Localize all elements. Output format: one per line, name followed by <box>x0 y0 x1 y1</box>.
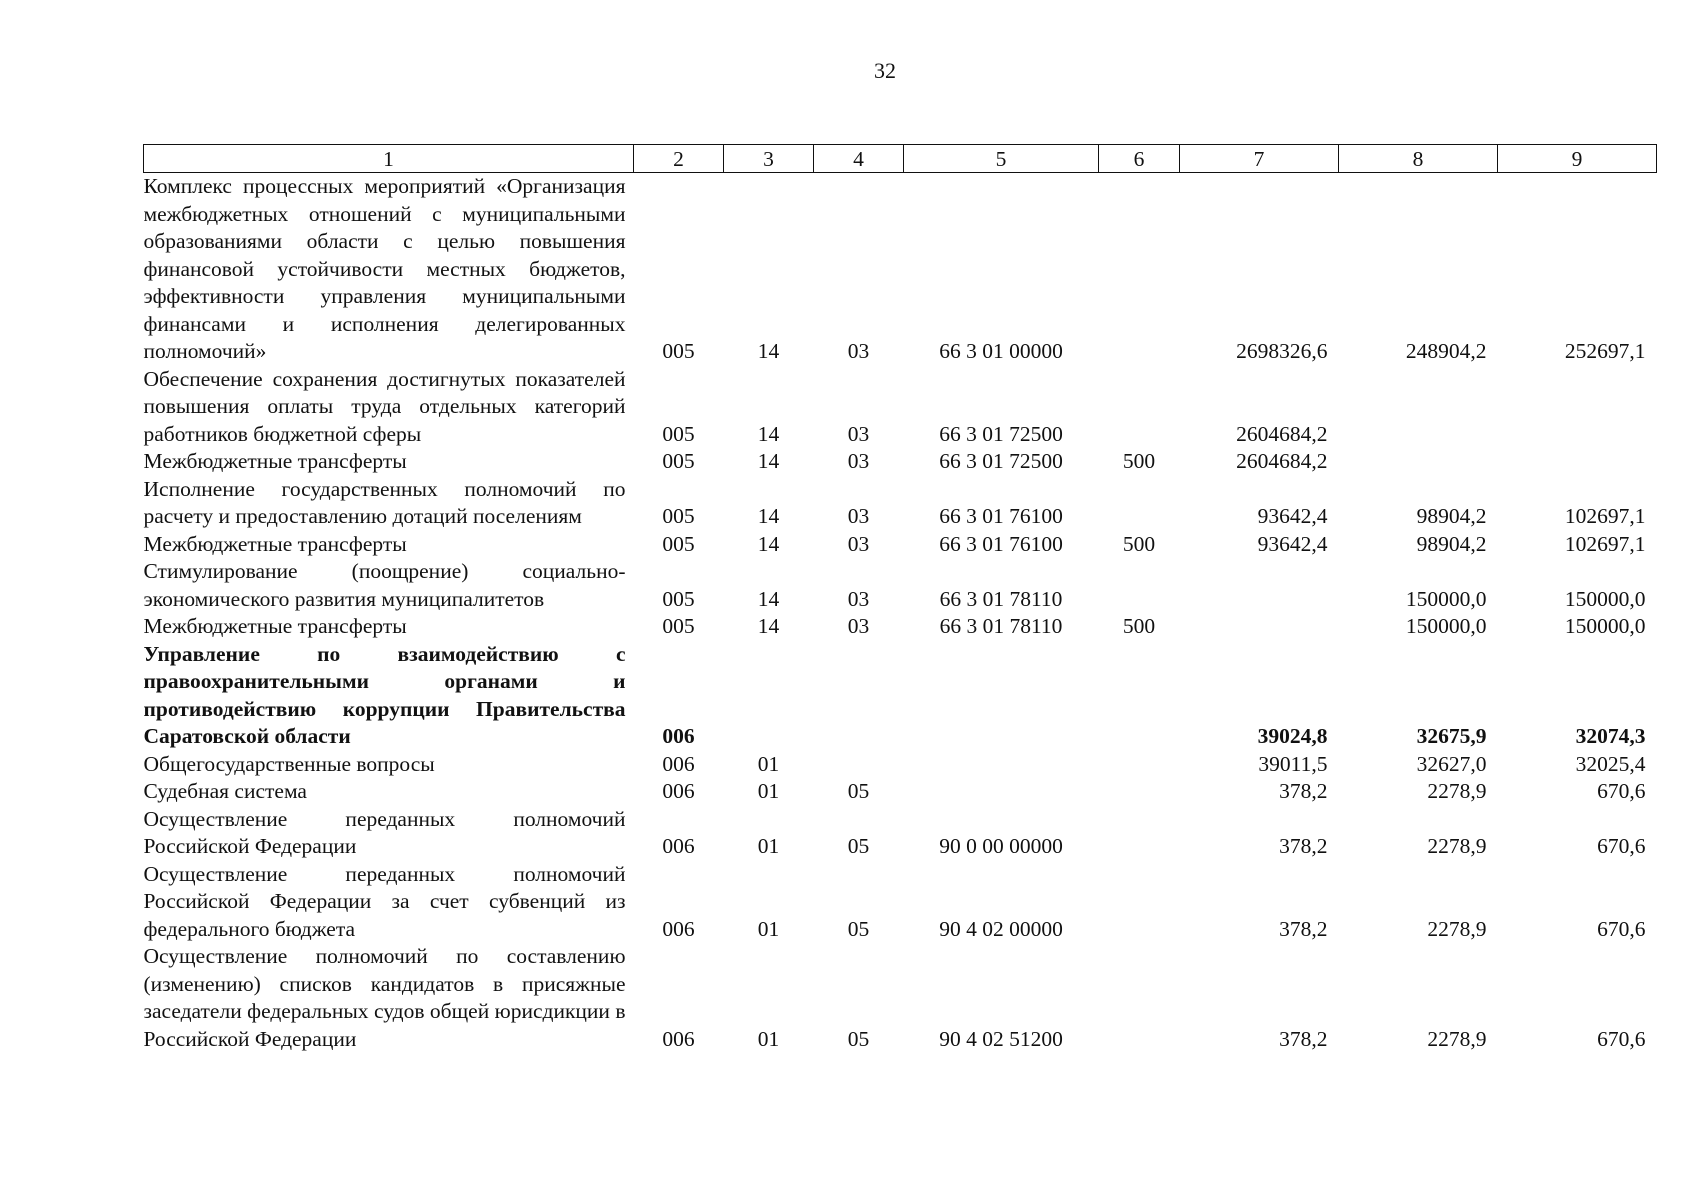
cell-amount-3: 670,6 <box>1597 779 1646 803</box>
cell-ministry: 005 <box>662 504 695 528</box>
cell-expense-type <box>1099 173 1180 366</box>
cell-subsection: 03 <box>847 614 870 638</box>
row-name: Осуществление переданных полномочий Российской Федерации <box>143 806 626 858</box>
cell-target-article: 66 3 01 72500 <box>939 421 1063 446</box>
cell-subsection: 05 <box>847 916 870 941</box>
table-row <box>144 751 1657 779</box>
table-row <box>144 641 1657 751</box>
row-name: Комплекс процессных мероприятий «Организация межбюджетных отношений с муниципальными образованиями области с целью повышения финансовой устойчивости местных бюджетов, эффективности управления муниципальными финансами и исполнения делегированных полномочий» <box>143 174 626 363</box>
cell-amount-3 <box>1498 448 1657 476</box>
cell-amount-2: 248904,2 <box>1405 339 1487 363</box>
cell-subsection: 03 <box>847 339 870 363</box>
row-name: Стимулирование (поощрение) социально-экономического развития муниципалитетов <box>143 559 626 611</box>
cell-ministry: 006 <box>662 1026 695 1051</box>
cell-expense-type <box>1099 558 1180 613</box>
cell-target-article: 90 4 02 51200 <box>939 1026 1063 1051</box>
cell-subsection: 03 <box>847 586 870 611</box>
cell-expense-type <box>1099 366 1180 449</box>
cell-section: 14 <box>757 504 780 528</box>
cell-amount-1: 2604684,2 <box>1236 449 1328 473</box>
cell-section <box>724 641 814 751</box>
row-name: Осуществление переданных полномочий Российской Федерации за счет субвенций из федерального бюджета <box>143 861 626 941</box>
cell-amount-2: 2278,9 <box>1427 834 1487 858</box>
cell-amount-1: 2698326,6 <box>1236 339 1328 363</box>
cell-target-article <box>904 778 1099 806</box>
cell-amount-1: 2604684,2 <box>1236 421 1328 446</box>
cell-ministry: 005 <box>662 339 695 363</box>
cell-expense-type <box>1099 806 1180 861</box>
column-header: 1 <box>144 145 634 173</box>
column-header: 7 <box>1180 145 1339 173</box>
row-name: Межбюджетные трансферты <box>143 531 407 556</box>
cell-section: 14 <box>757 449 780 473</box>
cell-amount-1: 93642,4 <box>1257 531 1328 556</box>
table-row <box>144 778 1657 806</box>
cell-section: 14 <box>757 339 780 363</box>
cell-section: 14 <box>757 586 780 611</box>
row-name: Судебная система <box>143 779 307 803</box>
table-row <box>144 173 1657 366</box>
cell-ministry: 005 <box>662 449 695 473</box>
table-row <box>144 861 1657 944</box>
column-header: 8 <box>1339 145 1498 173</box>
table-row <box>144 806 1657 861</box>
cell-subsection <box>814 641 904 751</box>
row-name: Осуществление полномочий по составлению (изменению) списков кандидатов в присяжные заседатели федеральных судов общей юрисдикции в Российской Федерации <box>143 944 626 1051</box>
table-row <box>144 943 1657 1053</box>
cell-expense-type <box>1099 778 1180 806</box>
cell-expense-type <box>1099 861 1180 944</box>
cell-ministry: 006 <box>662 834 695 858</box>
cell-amount-1 <box>1180 558 1339 613</box>
table-row <box>144 448 1657 476</box>
row-name: Исполнение государственных полномочий по расчету и предоставлению дотаций поселениям <box>143 476 626 528</box>
cell-expense-type <box>1099 476 1180 531</box>
cell-ministry: 005 <box>662 531 695 556</box>
cell-amount-2: 2278,9 <box>1427 1026 1487 1051</box>
row-name: Управление по взаимодействию с правоохранительными органами и противодействию коррупции Правительства Саратовской области <box>143 641 626 748</box>
cell-section: 14 <box>757 531 780 556</box>
cell-amount-1 <box>1180 613 1339 641</box>
cell-expense-type <box>1099 943 1180 1053</box>
cell-subsection: 03 <box>847 421 870 446</box>
table-row <box>144 613 1657 641</box>
cell-amount-3: 670,6 <box>1597 916 1646 941</box>
cell-target-article <box>904 751 1099 779</box>
cell-amount-2: 150000,0 <box>1405 586 1487 611</box>
cell-amount-3: 150000,0 <box>1564 614 1646 638</box>
cell-amount-2: 2278,9 <box>1427 916 1487 941</box>
cell-subsection <box>814 751 904 779</box>
cell-expense-type: 500 <box>1122 531 1156 556</box>
cell-amount-3: 150000,0 <box>1564 586 1646 611</box>
cell-amount-3: 102697,1 <box>1564 504 1646 528</box>
table-header-row <box>144 145 1657 173</box>
cell-amount-2: 2278,9 <box>1427 779 1487 803</box>
cell-section: 01 <box>757 779 780 803</box>
table-body <box>144 173 1657 1054</box>
cell-amount-1: 378,2 <box>1279 834 1328 858</box>
cell-subsection: 03 <box>847 449 870 473</box>
table-row <box>144 558 1657 613</box>
cell-amount-3: 102697,1 <box>1564 531 1646 556</box>
cell-ministry: 006 <box>662 916 695 941</box>
cell-amount-2 <box>1339 366 1498 449</box>
cell-section: 14 <box>757 421 780 446</box>
cell-subsection: 03 <box>847 531 870 556</box>
cell-ministry: 005 <box>662 586 695 611</box>
cell-target-article: 66 3 01 78110 <box>939 586 1063 611</box>
cell-section: 01 <box>757 1026 780 1051</box>
cell-amount-1: 39011,5 <box>1258 751 1328 776</box>
cell-amount-3: 32074,3 <box>1575 724 1646 748</box>
cell-amount-2: 98904,2 <box>1416 504 1487 528</box>
table-row <box>144 366 1657 449</box>
cell-amount-1: 93642,4 <box>1257 504 1328 528</box>
cell-target-article: 66 3 01 78110 <box>939 614 1063 638</box>
cell-ministry: 006 <box>662 751 695 776</box>
cell-target-article: 90 0 00 00000 <box>939 834 1063 858</box>
column-header: 9 <box>1498 145 1657 173</box>
cell-ministry: 006 <box>662 779 695 803</box>
column-header: 2 <box>634 145 724 173</box>
cell-expense-type: 500 <box>1122 614 1156 638</box>
cell-section: 14 <box>757 614 780 638</box>
cell-target-article: 66 3 01 76100 <box>939 531 1063 556</box>
cell-amount-3: 252697,1 <box>1564 339 1646 363</box>
cell-expense-type <box>1099 641 1180 751</box>
page-number: 32 <box>874 58 896 83</box>
cell-section: 01 <box>757 834 780 858</box>
cell-amount-2 <box>1339 448 1498 476</box>
cell-ministry: 005 <box>662 421 695 446</box>
cell-amount-2: 32627,0 <box>1416 751 1487 776</box>
cell-target-article: 66 3 01 00000 <box>939 339 1063 363</box>
cell-target-article: 66 3 01 72500 <box>939 449 1063 473</box>
row-name: Обеспечение сохранения достигнутых показателей повышения оплаты труда отдельных категорий работников бюджетной сферы <box>143 366 626 446</box>
row-name: Общегосударственные вопросы <box>143 751 435 776</box>
cell-amount-3: 670,6 <box>1597 834 1646 858</box>
cell-target-article: 66 3 01 76100 <box>939 504 1063 528</box>
cell-amount-1: 378,2 <box>1279 916 1328 941</box>
cell-amount-2: 150000,0 <box>1405 614 1487 638</box>
cell-amount-3: 32025,4 <box>1575 751 1646 776</box>
cell-target-article <box>904 641 1099 751</box>
table-row <box>144 531 1657 559</box>
column-header: 3 <box>724 145 814 173</box>
column-header: 5 <box>904 145 1099 173</box>
cell-expense-type: 500 <box>1122 449 1156 473</box>
row-name: Межбюджетные трансферты <box>143 614 407 638</box>
row-name: Межбюджетные трансферты <box>143 449 407 473</box>
cell-amount-3 <box>1498 366 1657 449</box>
cell-expense-type <box>1099 751 1180 779</box>
cell-amount-1: 378,2 <box>1279 779 1328 803</box>
cell-subsection: 05 <box>847 779 870 803</box>
cell-section: 01 <box>757 916 780 941</box>
cell-amount-3: 670,6 <box>1597 1026 1646 1051</box>
cell-ministry: 006 <box>662 724 695 748</box>
column-header: 6 <box>1099 145 1180 173</box>
budget-table <box>143 144 1657 1053</box>
cell-subsection: 05 <box>847 1026 870 1051</box>
table-row <box>144 476 1657 531</box>
cell-target-article: 90 4 02 00000 <box>939 916 1063 941</box>
cell-amount-1: 39024,8 <box>1257 724 1328 748</box>
cell-section: 01 <box>757 751 780 776</box>
cell-ministry: 005 <box>662 614 695 638</box>
cell-subsection: 05 <box>847 834 870 858</box>
cell-subsection: 03 <box>847 504 870 528</box>
cell-amount-2: 98904,2 <box>1416 531 1487 556</box>
column-header: 4 <box>814 145 904 173</box>
cell-amount-1: 378,2 <box>1279 1026 1328 1051</box>
cell-amount-2: 32675,9 <box>1416 724 1487 748</box>
